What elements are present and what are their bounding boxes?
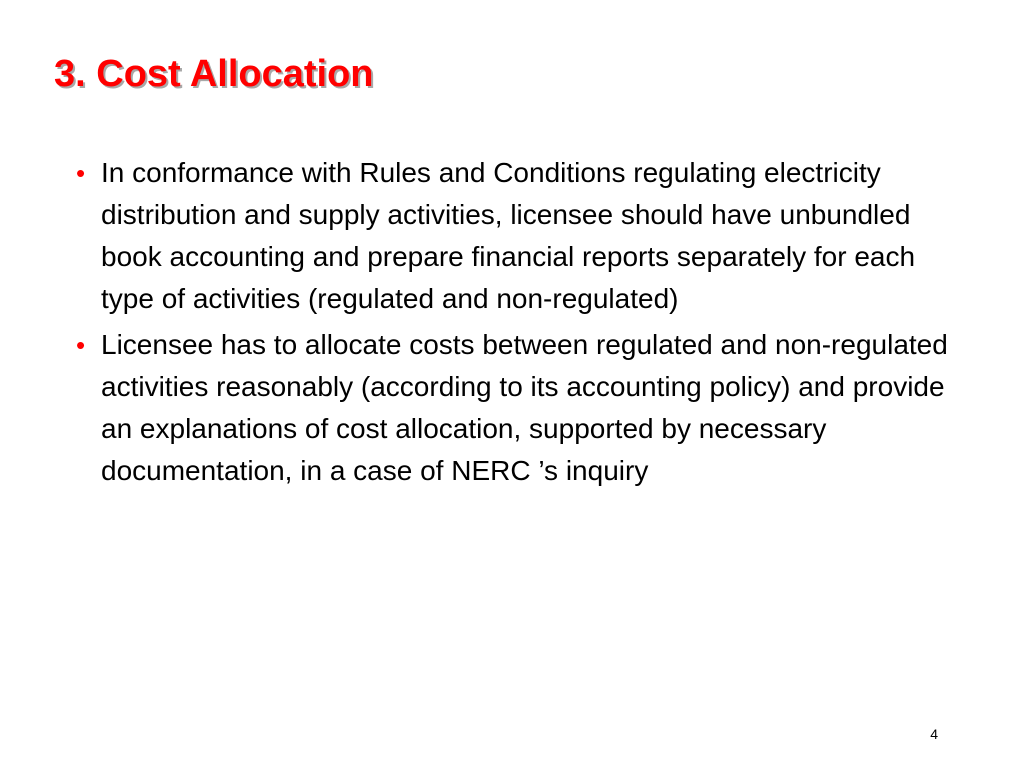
bullet-item-1 xyxy=(64,152,964,320)
bullet-item-2 xyxy=(64,324,964,492)
slide-title: 3. Cost Allocation xyxy=(54,53,374,95)
page-number: 4 xyxy=(930,726,938,742)
bullet-list xyxy=(64,152,964,496)
bullet-text: In conformance with Rules and Conditions regulating electricity distribution and supply activities, licensee should have unbundled book accounting and prepare financial reports separately for each type of activities (regulated and non-regulated) xyxy=(101,157,916,314)
bullet-marker: • xyxy=(76,158,86,188)
bullet-text: Licensee has to allocate costs between regulated and non-regulated activities reasonably (according to its accounting policy) and provide an explanations of cost allocation, supported by necessary documentation, in a case of NERC ’s inquiry xyxy=(101,329,948,486)
bullet-marker: • xyxy=(76,330,86,360)
